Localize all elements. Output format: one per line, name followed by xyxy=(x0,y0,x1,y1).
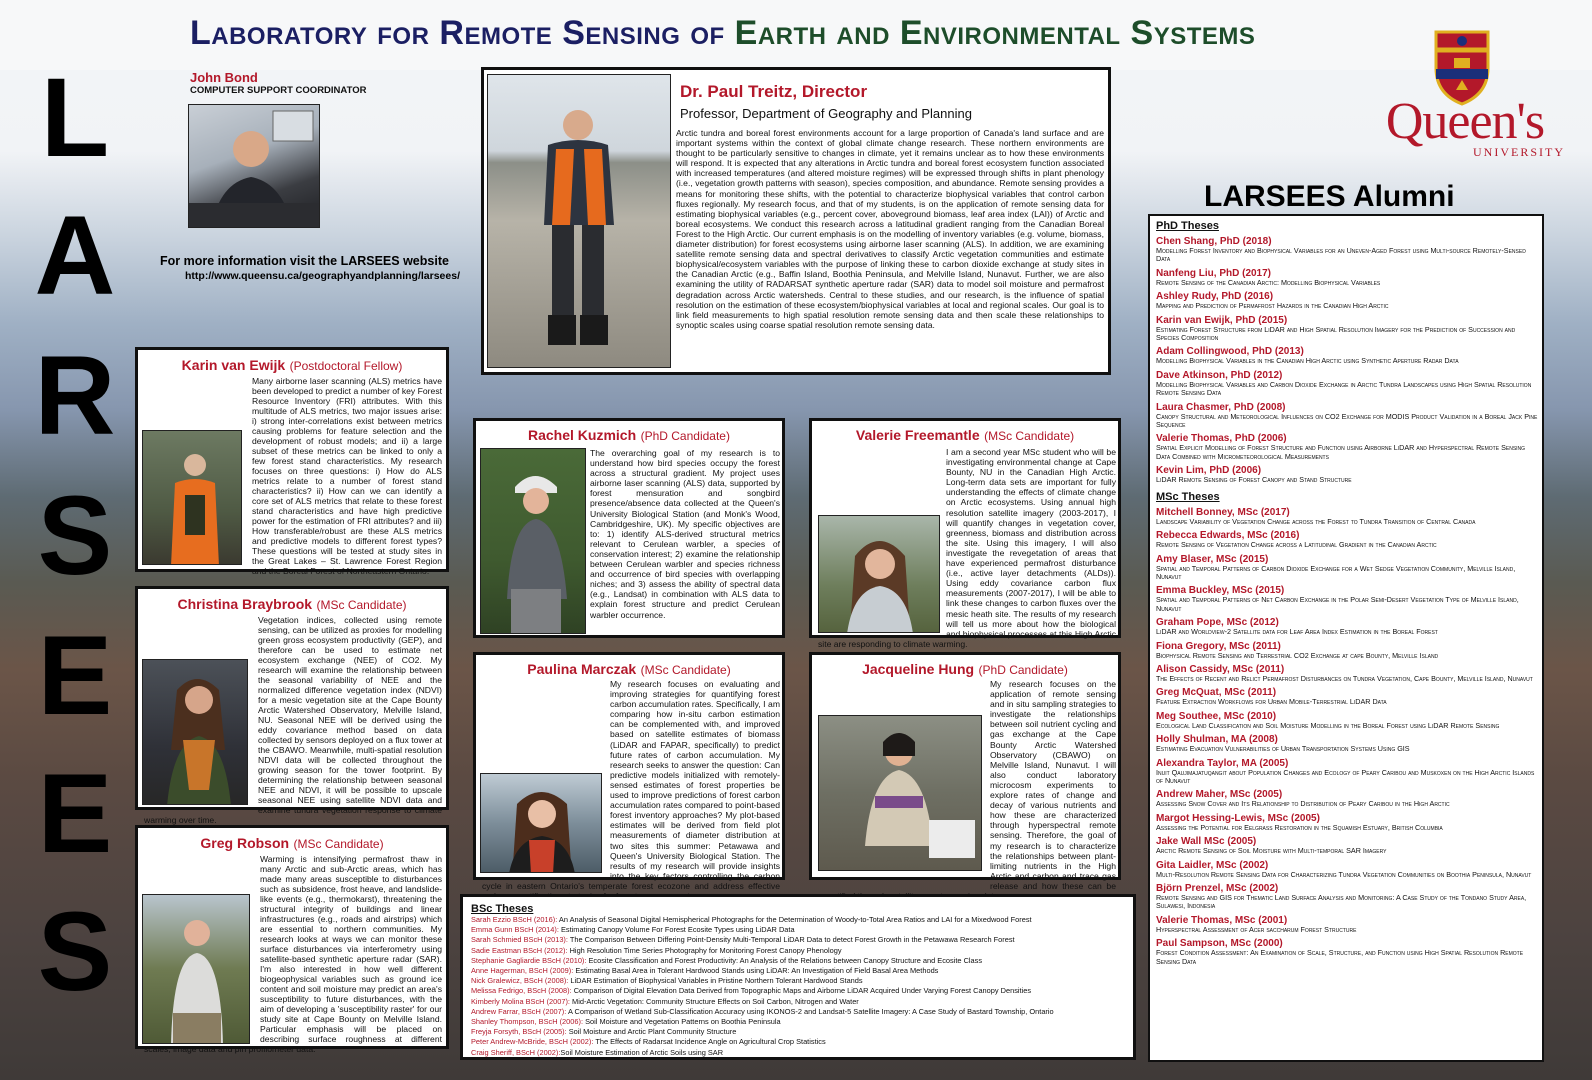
more-info-text: For more information visit the LARSEES website xyxy=(160,254,449,268)
vertical-letter: S xyxy=(37,473,113,598)
thesis-title: Landscape Variability of Vegetation Change across the Forest to Tundra Transition of Central Canada xyxy=(1156,516,1476,526)
alumni-name: Rebecca Edwards, MSc (2016) xyxy=(1156,530,1300,542)
alumni-name: Valerie Thomas, MSc (2001) xyxy=(1156,914,1288,926)
rachel-text: The overarching goal of my research is to understand how bird species occupy the forest across a structural gradient. My project uses airborne laser scanning (ALS) data, supported by forest mensuration and songbird presence/absence data collected at the Queen's University Biological Station (and Monk's Wood, Cambridgeshire, UK). My specific objectives are to: 1) identify ALS-derived structural metrics relevant to Cerulean warbler, a species of conservation interest; 2) examine the relationship between Cerulean warbler and species richness and occurrence of bird species with overlapping niches; and 3) assess the ability of spectral data (e.g., Landsat) in combination with ALS data to explain forest structure and predict Cerulean warbler occurrence. xyxy=(590,448,780,620)
phd-heading: PhD Theses xyxy=(1156,220,1219,232)
thesis-title: Spatial Explicit Modelling of Forest Structure and Function using Airborne LiDAR and Hyperspectral Remote Sensing Data Combined with Micrometeorological Measurements xyxy=(1156,443,1526,461)
thesis-title: The Effects of Recent and Relict Permafrost Disturbances on Tundra Vegetation, Cape Bounty, Melville Island, Nunavut xyxy=(1156,673,1533,683)
list-item: Sarah Ezzio BScH (2016): An Analysis of Seasonal Digital Hemispherical Photographs for the Determination of Woody-to-Total Area Ratios and LAI for a Mixedwood Forest xyxy=(471,915,1032,924)
thesis-title: Estimating Forest Structure from LiDAR and High Spatial Resolution Imagery for the Prediction of Succession and Species Composition xyxy=(1156,324,1516,343)
thesis-title: Modelling Biophysical Variables in the Canadian High Arctic using Synthetic Aperture Radar Data xyxy=(1156,356,1459,366)
msc-heading: MSc Theses xyxy=(1156,490,1220,503)
list-item: Peter Andrew-McBride, BScH (2002): The Effects of Radarsat Incidence Angle on Agricultural Crop Statistics xyxy=(471,1037,826,1047)
bsc-heading: BSc Theses xyxy=(471,903,534,915)
karin-role: (Postdoctoral Fellow) xyxy=(289,359,403,373)
vertical-letter: A xyxy=(34,193,116,318)
list-item xyxy=(1156,860,1538,879)
director-name: Dr. Paul Treitz, Director xyxy=(680,82,868,101)
thesis-title: Canopy Structural and Meteorological Influences on CO2 Exchange for MODIS Product Validation in a Boreal Jack Pine Sequence xyxy=(1156,411,1538,430)
jacqueline-header xyxy=(812,661,1118,679)
bond-photo xyxy=(188,104,320,228)
thesis-title: Remote Sensing of Vegetation Change across a Latitudinal Gradient in the Canadian Arctic xyxy=(1156,540,1437,550)
list-item xyxy=(1156,291,1538,310)
director-text: Arctic tundra and boreal forest environments account for a large proportion of Canada's land surface and are important systems within the context of global climate change research. These northern environments are thought to be particularly sensitive to changes in climate, yet it remains unclear as to how these environments will respond. It is expected that any alterations in Arctic tundra and boreal forest ecosystem function associated with increased temperatures (and altered moisture regimes) will be expressed through shifts in plant phenology (i.e., vegetation growth patterns with season), species composition, and abundance. Remote sensing provides a means for monitoring these shifts, with the potential to characterize biophysical variables that control carbon fluxes regionally. My research focus, and that of my students, is on the application of remote sensing data for estimating biophysical variables (e.g., percent cover, aboveground biomass, leaf area index (LAI)) of Arctic and boreal ecosystems. We conduct this research across a latitudinal gradient ranging from the Canadian Boreal Forest to the High Arctic. Our current emphasis is on the modelling of inventory variables (e.g. volume, biomass, diameter distribution) for forest ecosystems using airborne laser scanning (ALS). In addition, we are examining satellite remote sensing data and spectral derivatives to classify Arctic vegetation communities and estimate biophysical/ecosystem variables with the purpose of linking these to carbon dioxide exchange at study sites in the Canadian Arctic (e.g., Baffin Island, Boothia Peninsula, and Melville Island, Nunavut. Further, we are also examining the utility of RADARSAT synthetic aperture radar (SAR) data to model soil moisture and permafrost degradation across Arctic watersheds. Central to these studies, and our research, is the influence of spatial resolution on the estimation of these ecosystem/biophysical variables at local and regional scales. Our goal is to link field measurements to high spatial resolution remote sensing data and then scale these relationships to synoptic scales using coarse spatial resolution remote sensing data. xyxy=(676,128,1104,330)
list-item xyxy=(1156,789,1538,808)
list-item xyxy=(1156,664,1538,683)
alumni-name: Graham Pope, MSc (2012) xyxy=(1156,617,1279,629)
christina-text: Vegetation indices, collected using remote sensing, can be utilized as proxies for modelling green gross ecosystem productivity (GEP), and therefore can be used to estimate net ecosystem exchange (NEE) of CO2. My research will examine the relationship between the seasonal variability of NEE and the normalized difference vegetation index (NDVI) for a mesic vegetation site at the Cape Bounty Arctic Watershed Observatory, Melville Island, NU. Seasonal NEE will be derived using the eddy covariance method based on data collected by sensors deployed on a flux tower at the CBAWO. Meanwhile, multi-spatial resolution NDVI data will be collected throughout the growing season for the tower footprint. By determining the relationship between seasonal NEE and NDVI, it will be possible to upscale seasonal NEE using satellite NDVI data and examine tundra vegetation response to climate warming over time. xyxy=(144,615,442,825)
page-title: Laboratory for Remote Sensing of Earth and Environmental Systems xyxy=(190,14,1256,52)
list-item xyxy=(1156,370,1538,398)
vertical-letter: R xyxy=(34,333,116,458)
thesis-title: Hyperspectral Assessment of Acer saccharum Forest Structure xyxy=(1156,924,1357,934)
thesis-title: Forest Condition Assessment: An Examination of Scale, Structure, and Function using High Spatial Resolution Remote Sensing Data xyxy=(1156,948,1524,966)
valerie-text: I am a second year MSc student who will be investigating environmental change at Cape Bounty, NU in the Canadian High Arctic. Long-term data sets are important for fully understanding the effects of climate change on Arctic ecosystems. Using annual high resolution satellite imagery (2003-2017), I will quantify changes in vegetation cover, greenness, biomass and distribution across the site. Using this imagery, I will also investigate the revegetation of areas that have experienced permafrost disturbance (i.e., active layer detachments (ALDs)). Using eddy covariance carbon flux measurements (2007-2017), I will be able to link these changes to carbon fluxes over the mesic heath site. The results of my research will tell us more about how the biological and biophysical processes at this High Arctic site are responding to climate warming. xyxy=(818,447,1116,649)
list-item xyxy=(1156,465,1538,484)
rachel-header xyxy=(476,427,782,445)
list-item: Anne Hagerman, BScH (2009): Estimating Basal Area in Tolerant Hardwood Stands using LiDAR: An Investigation of Field Basal Area Methods xyxy=(471,966,939,976)
director-photo xyxy=(487,74,671,368)
thesis-title: Assessing the Potential for Eelgrass Restoration in the Squamish Estuary, British Columbia xyxy=(1156,822,1443,832)
rachel-name: Rachel Kuzmich xyxy=(528,427,637,443)
alumni-name: Chen Shang, PhD (2018) xyxy=(1156,236,1272,247)
karin-panel xyxy=(135,347,449,576)
paulina-panel xyxy=(473,652,785,891)
larsees-website-link[interactable]: http://www.queensu.ca/geographyandplanning/larsees/ xyxy=(185,270,460,282)
rachel-photo xyxy=(480,448,586,634)
alumni-name: Emma Buckley, MSc (2015) xyxy=(1156,585,1285,597)
christina-name: Christina Braybrook xyxy=(177,596,313,612)
valerie-panel xyxy=(809,418,1121,649)
alumni-name: Ashley Rudy, PhD (2016) xyxy=(1156,291,1274,303)
alumni-name: Greg McQuat, MSc (2011) xyxy=(1156,687,1277,699)
bond-info xyxy=(190,70,470,96)
list-item xyxy=(1156,554,1538,582)
paulina-name: Paulina Marczak xyxy=(527,661,637,677)
christina-role: (MSc Candidate) xyxy=(316,598,407,612)
list-item xyxy=(1156,813,1538,832)
list-item xyxy=(1156,507,1538,526)
list-item: Melissa Fedrigo, BScH (2008): Comparison of Digital Elevation Data Derived from Topographic Maps and Airborne LiDAR Acquired Under Varying Forest Canopy Densities xyxy=(471,986,1032,996)
christina-panel xyxy=(135,586,449,825)
thesis-title: Arctic Remote Sensing of Soil Moisture with Multi-temporal SAR Imagery xyxy=(1156,846,1387,856)
alumni-name: Meg Southee, MSc (2010) xyxy=(1156,710,1277,722)
valerie-role: (MSc Candidate) xyxy=(984,429,1075,443)
valerie-name: Valerie Freemantle xyxy=(855,427,980,443)
list-item: Stephanie Gagliardie BScH (2010): Ecosite Classification and Forest Productivity: An Analysis of the Relations between Canopy Structure and Ecosite Class xyxy=(471,955,983,965)
valerie-header xyxy=(812,427,1118,445)
thesis-title: Assessing Snow Cover and Its Relationship to Distribution of Peary Caribou in the High Arctic xyxy=(1156,799,1450,809)
alumni-name: Nanfeng Liu, PhD (2017) xyxy=(1156,267,1272,279)
list-item xyxy=(1156,758,1538,786)
list-item xyxy=(1156,530,1538,549)
vertical-letter: L xyxy=(40,55,110,180)
thesis-title: Spatial and Temporal Patterns of Carbon Dioxide Exchange for a Wet Sedge Vegetation Community, Melville Island, Nunavut xyxy=(1156,563,1516,581)
alumni-name: Mitchell Bonney, MSc (2017) xyxy=(1156,506,1290,518)
list-item: Kimberly Molina BScH (2007): Mid-Arctic Vegetation: Community Structure Effects on Soil Carbon, Nitrogen and Water xyxy=(471,996,859,1006)
jacqueline-text: My research focuses on the application of remote sensing and in situ sampling strategies to investigate the relationships between soil nutrient cycling and gas exchange at the Cape Bounty Arctic Watershed Observatory (CBAWO) on Melville Island, Nunavut. I will also conduct laboratory microcosm experiments to explore rates of change and decay of various nutrients and how these are characterized through hyperspectral remote sensing. Therefore, the goal of my research is to characterize the relationships between plant-limiting nutrients in the High Arctic and carbon and trace gas release and how these can be xyxy=(990,679,1116,891)
list-item xyxy=(1156,268,1538,287)
thesis-title: Remote Sensing of the Canadian Arctic: Modelling Biophysical Variables xyxy=(1156,277,1381,287)
greg-panel xyxy=(135,825,449,1054)
list-item xyxy=(1156,938,1538,966)
list-item xyxy=(1156,236,1538,264)
thesis-title: Modelling Biophysical Variables and Carbon Dioxide Exchange in Arctic Tundra Landscapes using High Spatial Resolution Remote Sensing Data xyxy=(1156,379,1532,398)
paulina-text: My research focuses on evaluating and improving strategies for quantifying forest carbon accumulation rates. Specifically, I am comparing how in-situ carbon estimation can be complemented with, and improved based on satellite estimates of biomass (LiDAR and FAPAR, specifically) to predict future rates of carbon accumulation. My research seeks to answer the question: Can predictive models initialized with remotely-sensed estimates of forest properties be used to improve predictions of forest carbon accumulation rates compared to point-based forest inventory approaches? My plot-based estimates will be derived from field plot measurements of diameter distribution at two sites this summer: Petawawa and Queen's University Biological Station. The results of my research will provide insights into the key factors controlling the carbon cycle in eastern Ontario's temperate forest ecozone and address effective xyxy=(482,679,780,891)
director-panel xyxy=(481,67,1111,375)
list-item xyxy=(1156,687,1538,706)
thesis-title: Ecological Land Classification and Soil Moisture Modelling in the Boreal Forest using LiDAR Remote Sensing xyxy=(1156,720,1500,730)
list-item xyxy=(1156,836,1538,855)
alumni-name: Gita Laidler, MSc (2002) xyxy=(1156,859,1269,871)
thesis-title: Biophysical Remote Sensing and Terrestrial CO2 Exchange at cape Bounty, Melville Island xyxy=(1156,650,1439,660)
rachel-role: (PhD Candidate) xyxy=(640,429,730,443)
thesis-title: Inuit Qaujimajatuqangit about Population Changes and Ecology of Peary Caribou and Muskoxen on the High Arctic Islands of Nunavut xyxy=(1156,767,1535,785)
alumni-name: Karin van Ewijk, PhD (2015) xyxy=(1156,314,1288,326)
thesis-title: Estimating Evacuation Vulnerabilities of Urban Transportation Systems Using GIS xyxy=(1156,744,1410,754)
bsc-list xyxy=(471,915,1131,1058)
list-item: Shanley Thompson, BScH (2006): Soil Moisture and Vegetation Patterns on Boothia Peninsula xyxy=(471,1017,781,1027)
list-item xyxy=(1156,402,1538,430)
alumni-name: Björn Prenzel, MSc (2002) xyxy=(1156,883,1279,894)
thesis-title: Multi-Resolution Remote Sensing Data for Characterizing Tundra Vegetation Communities on Boothia Peninsula, Nunavut xyxy=(1156,869,1532,879)
vertical-letter: S xyxy=(37,889,113,1014)
list-item: Sadie Eastman BScH (2012): High Resolution Time Series Photography for Monitoring Forest Canopy Phenology xyxy=(471,945,842,955)
paulina-role: (MSc Candidate) xyxy=(640,663,731,677)
list-item xyxy=(1156,585,1538,613)
alumni-panel xyxy=(1148,214,1544,1062)
list-item xyxy=(1156,617,1538,636)
list-item: Craig Sheriff, BScH (2002):Soil Moisture Estimation of Arctic Soils using SAR xyxy=(471,1047,724,1057)
list-item xyxy=(1156,883,1538,911)
bond-name: John Bond xyxy=(190,70,258,85)
alumni-name: Alison Cassidy, MSc (2011) xyxy=(1156,663,1285,675)
alumni-title: LARSEES Alumni xyxy=(1204,180,1455,213)
alumni-name: Jake Wall MSc (2005) xyxy=(1156,836,1257,848)
phd-list xyxy=(1156,236,1538,485)
director-role: Professor, Department of Geography and Planning xyxy=(680,106,972,121)
karin-header xyxy=(138,357,446,375)
thesis-title: LiDAR Remote Sensing of Forest Canopy and Stand Structure xyxy=(1156,475,1352,485)
alumni-name: Andrew Maher, MSc (2005) xyxy=(1156,789,1283,801)
list-item xyxy=(1156,433,1538,461)
karin-text: Many airborne laser scanning (ALS) metrics have been developed to predict a number of key Forest Resource Inventory (FRI) attributes. With this multitude of ALS metrics, two major issues arise: i) strong inter-correlations exist between metrics causing problems for feature selection and the development of robust models; and ii) a large subset of these metrics can be linked to only a few forest stand characteristics. My research focuses on three questions: i) How do ALS metrics relate to a number of forest stand characteristics? ii) How can we can identify a core set of ALS metrics that relate to these forest stand characteristics and have high predictive power for the estimation of FRI attributes? and iii) How transferable/robust are these ALS metrics and predictive models to different forest types? These questions will be tested at study sites in the Great Lakes – St. Lawrence Forest Region and the Boreal Forest of Northeastern Ontario. xyxy=(252,376,442,576)
karin-name: Karin van Ewijk xyxy=(181,357,286,373)
queens-logo-university: UNIVERSITY xyxy=(1473,145,1565,159)
alumni-name: Valerie Thomas, PhD (2006) xyxy=(1156,433,1287,445)
alumni-name: Alexandra Taylor, MA (2005) xyxy=(1156,757,1289,769)
vertical-letter: E xyxy=(37,613,113,738)
greg-role: (MSc Candidate) xyxy=(293,837,384,851)
thesis-title: Modelling Forest Inventory and Biophysical Variables for an Uneven-Aged Forest using Multi-source Remotely-Sensed Data xyxy=(1156,246,1526,264)
thesis-title: Mapping and Prediction of Permafrost Hazards in the Canadian High Arctic xyxy=(1156,301,1389,311)
thesis-title: Spatial and Temporal Patterns of Net Carbon Exchange in the Polar Semi-Desert Vegetation Type of Melville Island, Nunavut xyxy=(1156,595,1519,613)
alumni-name: Margot Hessing-Lewis, MSc (2005) xyxy=(1156,812,1320,824)
alumni-name: Dave Atkinson, PhD (2012) xyxy=(1156,369,1283,381)
jacqueline-name: Jacqueline Hung xyxy=(862,661,975,677)
vertical-letter: E xyxy=(37,751,113,876)
greg-name: Greg Robson xyxy=(200,835,290,851)
thesis-title: Feature Extraction Workflows for Urban Mobile-Terrestrial LiDAR Data xyxy=(1156,697,1387,707)
paulina-header xyxy=(476,661,782,679)
jacqueline-role: (PhD Candidate) xyxy=(978,663,1068,677)
greg-header xyxy=(138,835,446,853)
bsc-panel xyxy=(460,894,1136,1060)
alumni-name: Fiona Gregory, MSc (2011) xyxy=(1156,640,1281,652)
msc-list xyxy=(1156,507,1538,966)
alumni-name: Adam Collingwood, PhD (2013) xyxy=(1156,346,1304,358)
list-item xyxy=(1156,915,1538,934)
list-item xyxy=(1156,315,1538,343)
alumni-name: Holly Shulman, MA (2008) xyxy=(1156,734,1278,746)
rachel-panel xyxy=(473,418,785,638)
bond-role: COMPUTER SUPPORT COORDINATOR xyxy=(190,85,367,96)
list-item xyxy=(1156,346,1538,365)
list-item xyxy=(1156,711,1538,730)
list-item: Sarah Schmied BScH (2013): The Comparison Between Differing Point-Density Multi-Temporal LiDAR Data to detect Forest Growth in the Petawawa Research Forest xyxy=(471,935,1015,945)
alumni-name: Amy Blaser, MSc (2015) xyxy=(1156,553,1269,565)
list-item: Emma Gunn BScH (2014): Estimating Canopy Volume For Forest Ecosite Types using LiDAR Data xyxy=(471,925,795,935)
jacqueline-panel xyxy=(809,652,1121,891)
thesis-title: LiDAR and Worldview-2 Satellite data for Leaf Area Index Estimation in the Boreal Forest xyxy=(1156,627,1438,637)
alumni-list xyxy=(1156,220,1538,970)
list-item xyxy=(1156,734,1538,753)
queens-logo-wordmark: Queen's xyxy=(1385,93,1545,150)
list-item: Freyja Forsyth, BScH (2005): Soil Moisture and Arctic Plant Community Structure xyxy=(471,1027,737,1037)
thesis-title: Remote Sensing and GIS for Thematic Land Surface Analysis and Monitoring: A Case Study of the Tondano Study Area, Sulawesi, Indonesia xyxy=(1156,893,1527,911)
list-item: Nick Gralewicz, BScH (2008): LiDAR Estimation of Biophysical Variables in Pristine Northern Tolerant Hardwood Stands xyxy=(471,976,863,986)
list-item xyxy=(1156,641,1538,660)
list-item: Andrew Farrar, BScH (2007): A Comparison of Wetland Sub-Classification Accuracy using IKONOS-2 and Landsat-5 Satellite Imagery: A Case Study of Bastard Township, Ontario xyxy=(471,1006,1054,1016)
alumni-name: Kevin Lim, PhD (2006) xyxy=(1156,465,1262,477)
christina-header xyxy=(138,596,446,614)
alumni-name: Paul Sampson, MSc (2000) xyxy=(1156,938,1283,950)
alumni-name: Laura Chasmer, PhD (2008) xyxy=(1156,401,1286,413)
greg-text: Warming is intensifying permafrost thaw in many Arctic and sub-Arctic areas, which has made many areas susceptible to disturbances such as subsidence, frost heave, and landslide-like events (e.g., thermokarst), threatening the structural integrity of buildings and linear infrastructures (e.g., roads and airstrips) which are essential to northern communities. My research looks at ways we can monitor these surface disturbances via interferometry using satellite-based synthetic aperture radar (SAR). I'm also interested in how well different biogeophysical variables such as ground ice content and soil moisture may predict an area's susceptibility to future disturbances, with the aim of developing a 'susceptibility raster' for our study site at Cape Bounty on Melville Island. Particular emphasis will be placed on describing surface roughness at different scales, image data and pin profilometer data. xyxy=(144,854,442,1054)
